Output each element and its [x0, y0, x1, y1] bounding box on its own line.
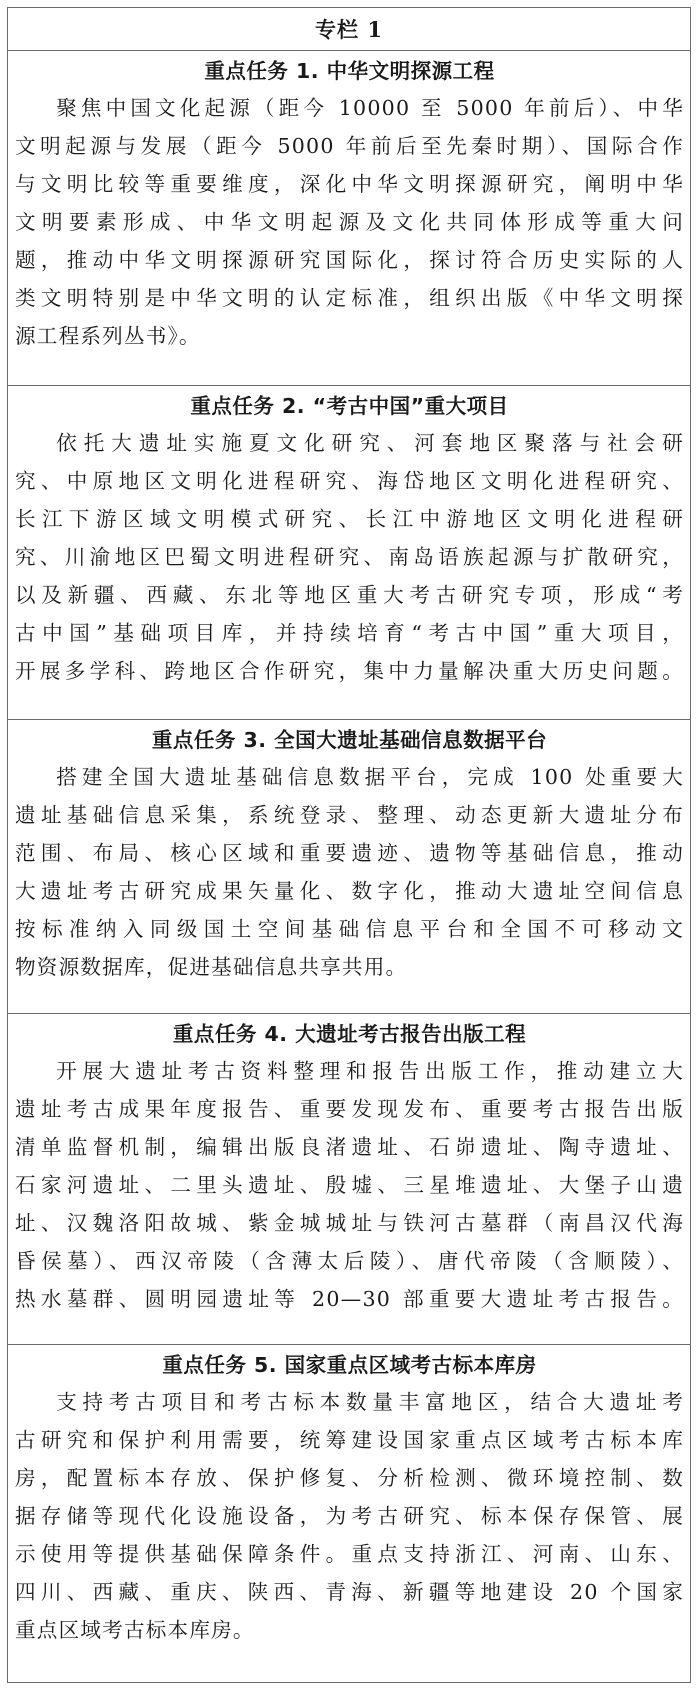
body-line: 热水墓群、圆明园遗址等 20—30 部重要大遗址考古报告。	[15, 1287, 684, 1311]
body-line: 开展大遗址考古资料整理和报告出版工作，推动建立大	[56, 1059, 684, 1083]
body-line: 古中国”基础项目库，并持续培育“考古中国”重大项目，	[15, 621, 684, 645]
column-title: 专栏 1	[8, 8, 690, 51]
task-section-2	[8, 386, 690, 720]
body-line: 范围、布局、核心区域和重要遗迹、遗物等基础信息，推动	[15, 841, 684, 865]
body-line: 以及新疆、西藏、东北等地区重大考古研究专项，形成“考	[15, 583, 684, 607]
body-line: 类文明特别是中华文明的认定标准，组织出版《中华文明探	[15, 286, 684, 310]
task-body	[15, 424, 684, 690]
body-line: 大遗址考古研究成果矢量化、数字化，推动大遗址空间信息	[15, 879, 684, 903]
body-line: 昏侯墓）、西汉帝陵（含薄太后陵）、唐代帝陵（含顺陵）、	[15, 1249, 684, 1273]
body-line: 与文明比较等重要维度，深化中华文明探源研究，阐明中华	[15, 172, 684, 196]
body-line: 搭建全国大遗址基础信息数据平台，完成 100 处重要大	[56, 765, 684, 789]
task-body	[15, 1052, 684, 1318]
task-section-5	[8, 1345, 690, 1682]
body-line: 支持考古项目和考古标本数量丰富地区，结合大遗址考	[56, 1390, 684, 1414]
column-table	[7, 7, 691, 1683]
task-body	[15, 758, 684, 986]
task-title: 重点任务 1. 中华文明探源工程	[204, 59, 495, 83]
body-line: 聚焦中国文化起源（距今 10000 至 5000 年前后）、中华	[56, 96, 684, 120]
task-section-4	[8, 1014, 690, 1345]
body-line: 长江下游区域文明模式研究、长江中游地区文明化进程研	[15, 507, 684, 531]
body-line: 遗址考古成果年度报告、重要发现发布、重要考古报告出版	[15, 1097, 684, 1121]
body-line: 文明要素形成、中华文明起源及文化共同体形成等重大问	[15, 210, 684, 234]
body-line: 据存储等现代化设施设备，为考古研究、标本保存保管、展	[15, 1504, 684, 1528]
body-line: 按标准纳入同级国土空间基础信息平台和全国不可移动文	[15, 917, 684, 941]
body-line: 址、汉魏洛阳故城、紫金城城址与铁河古墓群（南昌汉代海	[15, 1211, 684, 1235]
body-line: 源工程系列丛书》。	[15, 324, 201, 348]
body-line: 究、川渝地区巴蜀文明进程研究、南岛语族起源与扩散研究，	[15, 545, 684, 569]
body-line: 示使用等提供基础保障条件。重点支持浙江、河南、山东、	[15, 1542, 684, 1566]
body-line: 开展多学科、跨地区合作研究，集中力量解决重大历史问题。	[15, 659, 684, 683]
body-line: 重点区域考古标本库房。	[15, 1618, 255, 1642]
body-line: 文明起源与发展（距今 5000 年前后至先秦时期）、国际合作	[15, 134, 684, 158]
task-body	[15, 1383, 684, 1649]
body-line: 四川、西藏、重庆、陕西、青海、新疆等地建设 20 个国家	[15, 1580, 684, 1604]
body-line: 清单监督机制，编辑出版良渚遗址、石峁遗址、陶寺遗址、	[15, 1135, 684, 1159]
task-body	[15, 89, 684, 355]
task-title: 重点任务 5. 国家重点区域考古标本库房	[162, 1353, 537, 1377]
body-line: 题，推动中华文明探源研究国际化，探讨符合历史实际的人	[15, 248, 684, 272]
body-line: 房，配置标本存放、保护修复、分析检测、微环境控制、数	[15, 1466, 684, 1490]
body-line: 古研究和保护利用需要，统筹建设国家重点区域考古标本库	[15, 1428, 684, 1452]
task-title: 重点任务 2. “考古中国”重大项目	[190, 394, 509, 418]
body-line: 依托大遗址实施夏文化研究、河套地区聚落与社会研	[56, 431, 684, 455]
task-title: 重点任务 3. 全国大遗址基础信息数据平台	[151, 728, 548, 752]
body-line: 石家河遗址、二里头遗址、殷墟、三星堆遗址、大堡子山遗	[15, 1173, 684, 1197]
task-title: 重点任务 4. 大遗址考古报告出版工程	[172, 1022, 527, 1046]
task-section-3	[8, 720, 690, 1014]
body-line: 究、中原地区文明化进程研究、海岱地区文明化进程研究、	[15, 469, 684, 493]
body-line: 遗址基础信息采集，系统登录、整理、动态更新大遗址分布	[15, 803, 684, 827]
body-line: 物资源数据库，促进基础信息共享共用。	[15, 955, 408, 979]
task-section-1	[8, 51, 690, 386]
